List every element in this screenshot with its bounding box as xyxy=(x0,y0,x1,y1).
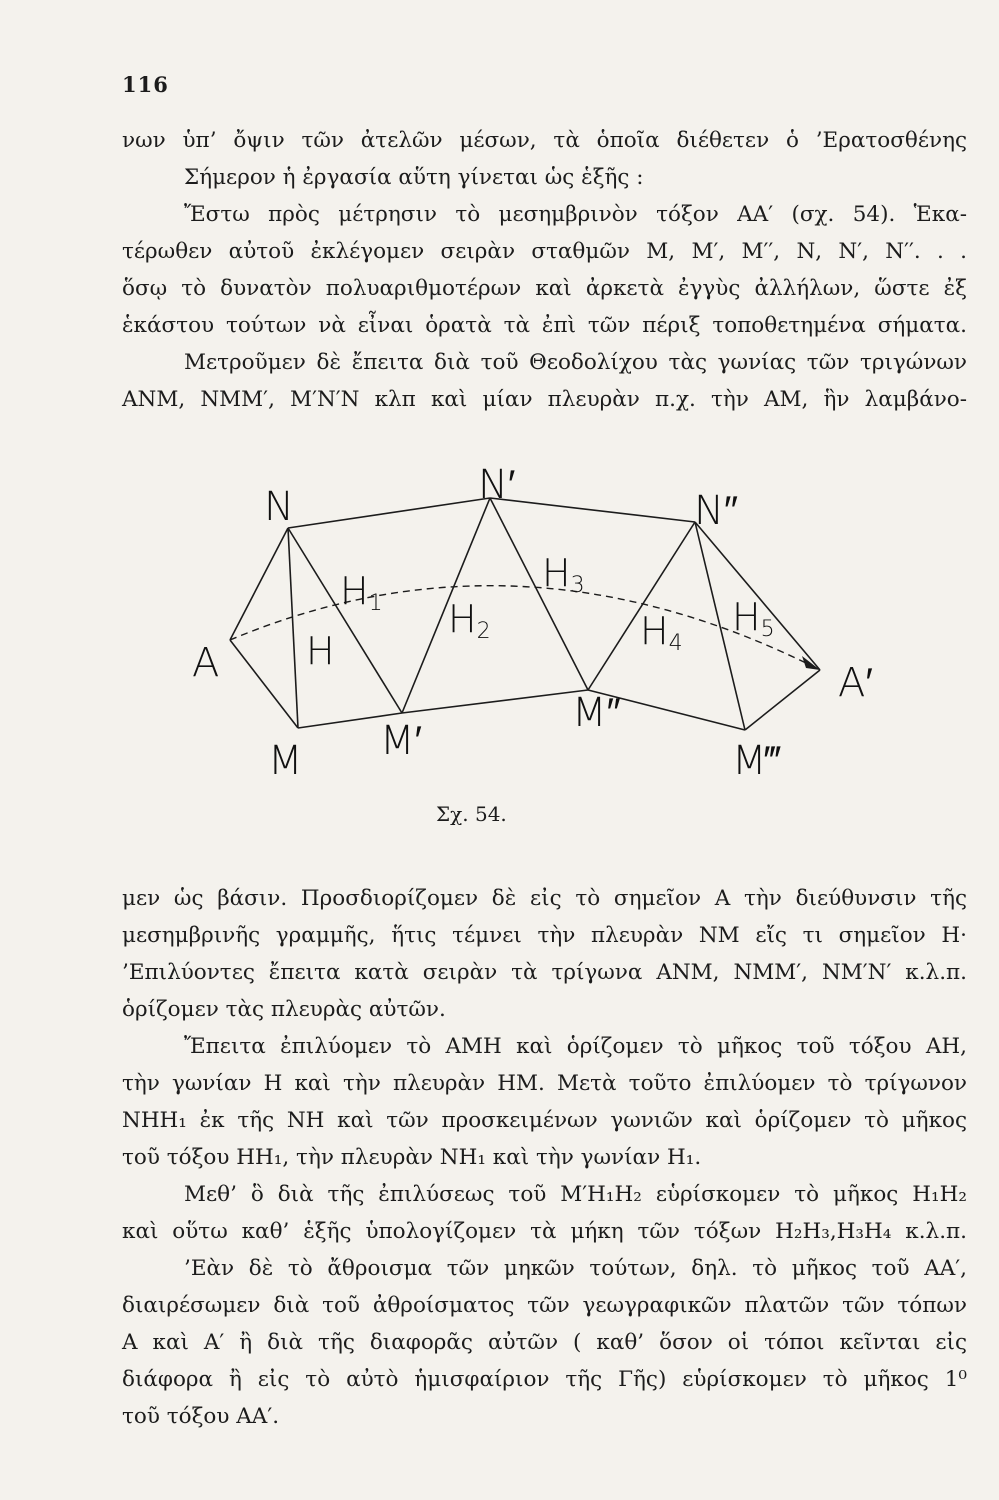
text-line: τοῦ τόξου ΗΗ₁, τὴν πλευρὰν ΝΗ₁ καὶ τὴν γωνίαν Η₁. xyxy=(122,1145,702,1170)
text-line: διάφορα ἢ εἰς τὸ αὐτὸ ἡμισφαίριον τῆς Γῆς) εὑρίσκομεν τὸ μῆκος 1⁰ xyxy=(122,1367,967,1392)
text-line: ’Επιλύοντες ἔπειτα κατὰ σειρὰν τὰ τρίγωνα ΑΝΜ, ΝΜΜ′, ΝΜ′Ν′ κ.λ.π. xyxy=(122,960,967,985)
label-M-double-prime: M″ xyxy=(572,690,621,736)
text-line: ’Εὰν δὲ τὸ ἄθροισμα τῶν μηκῶν τούτων, δηλ. τὸ μῆκος τοῦ ΑΑ′, xyxy=(184,1256,967,1281)
label-M-prime: M′ xyxy=(380,718,423,764)
text-line: τοῦ τόξου ΑΑ′. xyxy=(122,1404,280,1429)
label-H2: H2 xyxy=(448,597,491,644)
text-line: ὁρίζομεν τὰς πλευρὰς αὐτῶν. xyxy=(122,997,446,1022)
text-line: ΝΗΗ₁ ἐκ τῆς ΝΗ καὶ τῶν προσκειμένων γωνιῶν καὶ ὁρίζομεν τὸ μῆκος xyxy=(122,1108,967,1133)
text-line: ὅσῳ τὸ δυνατὸν πολυαριθμοτέρων καὶ ἀρκετὰ ἐγγὺς ἀλλήλων, ὥστε ἐξ xyxy=(122,276,967,301)
text-line: μεν ὡς βάσιν. Προσδιορίζομεν δὲ εἰς τὸ σημεῖον Α τὴν διεύθυνσιν τῆς xyxy=(122,886,967,911)
edge-M2-N2 xyxy=(588,522,695,690)
text-line: νων ὑπ’ ὄψιν τῶν ἀτελῶν μέσων, τὰ ὁποῖα διέθετεν ὁ ’Ερατοσθένης xyxy=(122,128,967,153)
edge-N-M1 xyxy=(288,528,402,713)
edge-M1-M2 xyxy=(402,690,588,713)
label-H5: H5 xyxy=(732,595,775,642)
label-H3: H3 xyxy=(542,551,585,598)
text-line: καὶ οὕτω καθ’ ἑξῆς ὑπολογίζομεν τὰ μήκη τῶν τόξων Η₂Η₃,Η₃Η₄ κ.λ.π. xyxy=(122,1219,967,1244)
triangulation-figure xyxy=(180,468,900,778)
text-line: ἑκάστου τούτων νὰ εἶναι ὁρατὰ τὰ ἐπὶ τῶν πέριξ τοποθετημένα σήματα. xyxy=(122,313,967,338)
text-line: τὴν γωνίαν Η καὶ τὴν πλευρὰν ΗΜ. Μετὰ τοῦτο ἐπιλύομεν τὸ τρίγωνον xyxy=(122,1071,967,1096)
text-line: ΑΝΜ, ΝΜΜ′, Μ′Ν′Ν κλπ καὶ μίαν πλευρὰν π.χ. τὴν ΑΜ, ἣν λαμβάνο- xyxy=(122,387,967,412)
figure-caption: Σχ. 54. xyxy=(436,802,507,826)
edge-A-N xyxy=(230,528,288,640)
label-N-double-prime: N″ xyxy=(694,488,739,534)
text-block-top xyxy=(122,122,967,418)
text-line: μεσημβρινῆς γραμμῆς, ἥτις τέμνει τὴν πλευρὰν ΝΜ εἴς τι σημεῖον Η· xyxy=(122,923,967,948)
edge-A-M xyxy=(230,640,298,728)
edge-M1-N1 xyxy=(402,498,490,713)
label-H1: H1 xyxy=(340,569,383,616)
label-M-triple-prime: M‴ xyxy=(732,738,781,778)
label-N: N xyxy=(264,484,294,530)
label-M: M xyxy=(268,738,303,778)
label-N-prime: N′ xyxy=(478,468,516,508)
label-H: H xyxy=(306,629,335,673)
text-line: Μετροῦμεν δὲ ἔπειτα διὰ τοῦ Θεοδολίχου τὰς γωνίας τῶν τριγώνων xyxy=(184,350,967,375)
page-number: 116 xyxy=(122,72,169,97)
text-line: Μεθ’ ὃ διὰ τῆς ἐπιλύσεως τοῦ Μ′Η₁Η₂ εὑρίσκομεν τὸ μῆκος Η₁Η₂ xyxy=(184,1182,967,1207)
text-block-bottom xyxy=(122,880,967,1435)
label-A-prime: A′ xyxy=(838,660,873,706)
edge-N-M xyxy=(288,528,298,728)
label-H4: H4 xyxy=(640,609,683,656)
text-line: Σήμερον ἡ ἐργασία αὕτη γίνεται ὡς ἑξῆς : xyxy=(184,165,644,190)
edge-N-N1 xyxy=(288,498,490,528)
edge-M3-A1 xyxy=(745,670,820,730)
arrow-head xyxy=(802,656,820,670)
label-A: A xyxy=(192,640,220,686)
text-line: Ἔπειτα ἐπιλύομεν τὸ ΑΜΗ καὶ ὁρίζομεν τὸ μῆκος τοῦ τόξου ΑΗ, xyxy=(184,1034,967,1059)
edge-N1-N2 xyxy=(490,498,695,522)
text-line: τέρωθεν αὐτοῦ ἐκλέγομεν σειρὰν σταθμῶν Μ, Μ′, Μ′′, Ν, Ν′, Ν′′. . . xyxy=(122,239,967,264)
text-line: Ἔστω πρὸς μέτρησιν τὸ μεσημβρινὸν τόξον ΑΑ′ (σχ. 54). Ἑκα- xyxy=(184,202,967,227)
text-line: Α καὶ Α′ ἢ διὰ τῆς διαφορᾶς αὐτῶν ( καθ’ ὅσον οἱ τόποι κεῖνται εἰς xyxy=(122,1330,967,1355)
text-line: διαιρέσωμεν διὰ τοῦ ἀθροίσματος τῶν γεωγραφικῶν πλατῶν τῶν τόπων xyxy=(122,1293,967,1318)
